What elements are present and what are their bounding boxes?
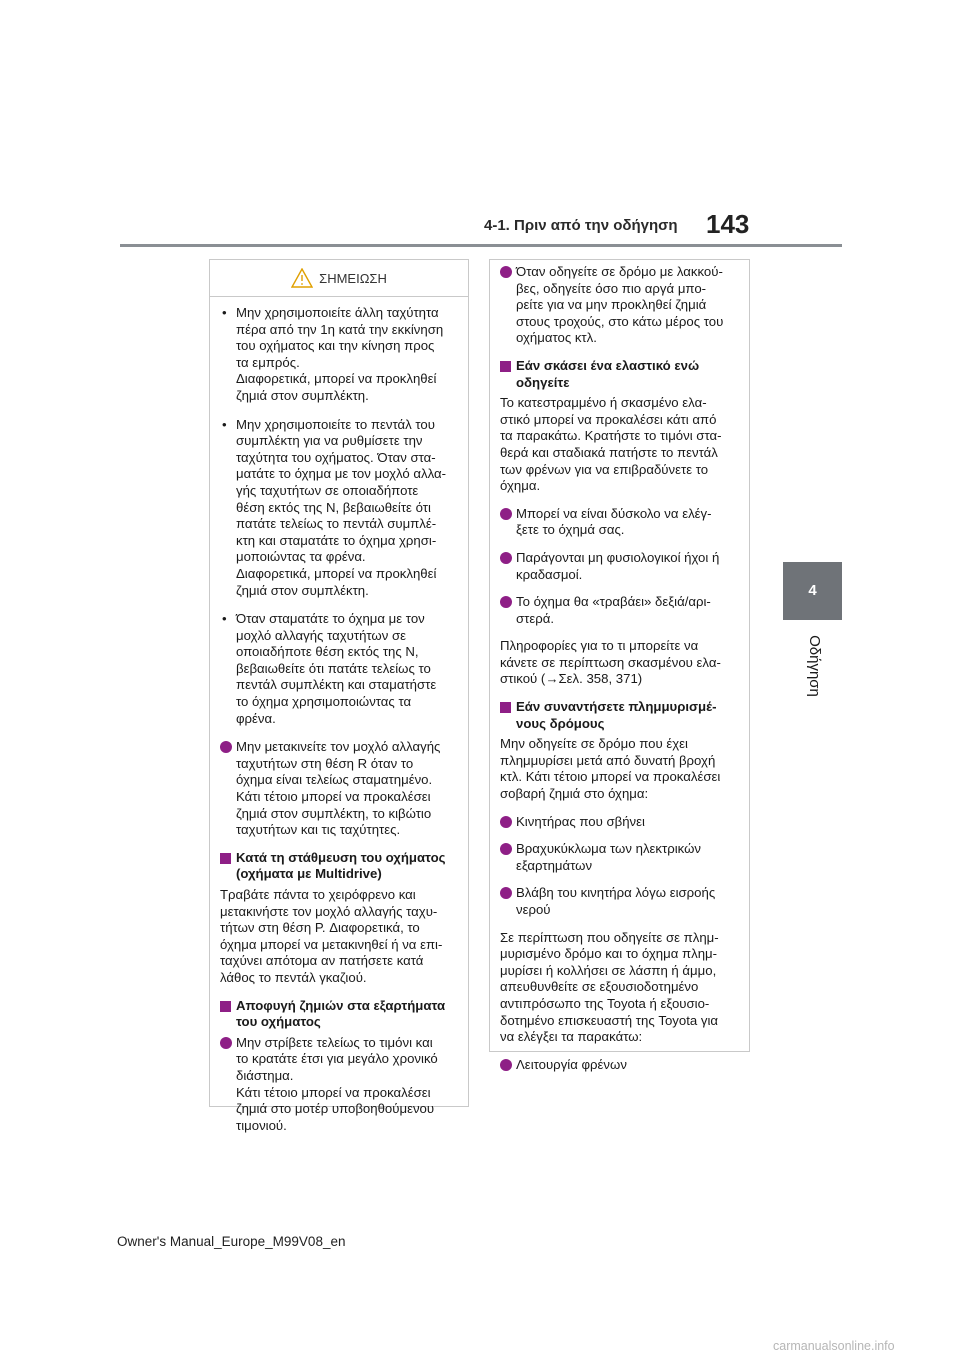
circle-item xyxy=(500,550,739,583)
text-line: Μην χρησιμοποιείτε το πεντάλ του xyxy=(236,416,435,432)
watermark: carmanualsonline.info xyxy=(773,1339,895,1353)
warning-triangle-icon xyxy=(291,268,313,288)
text-line: Διαφορετικά, μπορεί να προκληθεί xyxy=(236,565,437,581)
circle-item xyxy=(220,1035,458,1135)
text-line: Μην χρησιμοποιείτε άλλη ταχύτητα xyxy=(236,305,439,320)
text-line: μοχλό αλλαγής ταχυτήτων σε xyxy=(236,627,406,643)
text-line: θερά και σταδιακά πατήστε το πεντάλ xyxy=(500,444,718,460)
text-line: (οχήματα με Multidrive) xyxy=(236,866,382,882)
text-line: εξαρτημάτων xyxy=(516,857,593,873)
header-rule xyxy=(120,244,842,247)
text-line: πλημμυρίσει μετά από δυνατή βροχή xyxy=(500,752,716,768)
text-line: τιμονιού. xyxy=(236,1117,287,1133)
bullet-circle-icon xyxy=(500,508,512,520)
text-line: το κρατάτε έτσι για μεγάλο χρονικό xyxy=(236,1051,438,1067)
circle-item xyxy=(500,1057,739,1074)
circle-item xyxy=(500,885,739,918)
text-line: κτη και σταματάτε το όχημα χρησι- xyxy=(236,532,437,548)
text-line: σοβαρή ζημιά στο όχημα: xyxy=(500,786,649,802)
text-line: μυρίσει ή κολλήσει σε λάσπη ή άμμο, xyxy=(500,962,717,978)
text-line: του οχήματος και την κίνηση προς xyxy=(236,338,435,354)
text-line: οποιαδήποτε θέση εκτός της N, xyxy=(236,644,419,660)
text-line: Όταν οδηγείτε σε δρόμο με λακκού- xyxy=(516,264,723,279)
bullet-circle-icon xyxy=(500,1059,512,1071)
paragraph xyxy=(500,638,739,688)
text-line: όχημα. xyxy=(500,478,541,494)
text-line: ταχυτήτων στη θέση R όταν το xyxy=(236,755,414,771)
text-line: του οχήματος xyxy=(236,1014,321,1030)
text-line: οχήματος κτλ. xyxy=(516,330,597,346)
text-line: ζημιά στον συμπλέκτη, το κιβώτιο xyxy=(236,805,432,821)
text-line: ξετε το όχημά σας. xyxy=(516,522,625,538)
text-line: στικό μπορεί να προκαλέσει κάτι από xyxy=(500,411,717,427)
text-line: Εάν συναντήσετε πλημμυρισμέ- xyxy=(516,699,717,715)
text-line: Παράγονται μη φυσιολογικοί ήχοι ή xyxy=(516,549,720,565)
text-line: μετακινήστε τον μοχλό αλλαγής ταχυ- xyxy=(220,903,438,919)
bullet-circle-icon xyxy=(500,887,512,899)
text-line: Κάτι τέτοιο μπορεί να προκαλέσει xyxy=(236,789,431,805)
text-line: συμπλέκτη για να ρυθμίσετε την xyxy=(236,433,423,449)
text-line: ταχυτήτων και τις ταχύτητες. xyxy=(236,822,401,838)
text-line: πατάτε τελείως το πεντάλ συμπλέ- xyxy=(236,516,437,532)
text-line: Όταν σταματάτε το όχημα με τον xyxy=(236,611,425,627)
subheading xyxy=(220,850,458,883)
square-marker-icon xyxy=(220,1001,231,1012)
text-line: τήτων στη θέση P. Διαφορετικά, το xyxy=(220,920,420,936)
text-line: κάνετε σε περίπτωση σκασμένου ελα- xyxy=(500,654,721,670)
text-line: Μην οδηγείτε σε δρόμο που έχει xyxy=(500,736,688,752)
chapter-label: Οδήγηση xyxy=(806,635,823,697)
text-line: πέρα από την 1η κατά την εκκίνηση xyxy=(236,321,444,337)
circle-item xyxy=(500,841,739,874)
text-line: φρένα. xyxy=(236,710,276,726)
paragraph xyxy=(500,395,739,495)
text-line: Κατά τη στάθμευση του οχήματος xyxy=(236,849,446,865)
bullet-circle-icon xyxy=(220,741,232,753)
text-line: λάθος το πεντάλ γκαζιού. xyxy=(220,969,367,985)
square-marker-icon xyxy=(220,853,231,864)
subheading xyxy=(220,998,458,1031)
circle-item xyxy=(500,506,739,539)
square-marker-icon xyxy=(500,361,511,372)
text-line: στους τροχούς, στο κάτω μέρος του xyxy=(516,313,724,329)
bullet-circle-icon xyxy=(500,552,512,564)
text-line: Εάν σκάσει ένα ελαστικό ενώ xyxy=(516,357,700,373)
text-line: μυρισμένο δρόμο και το όχημα πλημ- xyxy=(500,946,718,962)
text-line: πεντάλ συμπλέκτη και σταματήστε xyxy=(236,677,437,693)
note-header xyxy=(210,260,468,297)
text-line: αντιπρόσωπο της Toyota ή εξουσιο- xyxy=(500,995,710,1011)
text-line: γής ταχυτήτων σε οποιαδήποτε xyxy=(236,482,419,498)
text-line: Το όχημα θα «τραβάει» δεξιά/αρι- xyxy=(516,594,711,610)
text-line: νερού xyxy=(516,902,551,917)
text-line: Κινητήρας που σβήνει xyxy=(516,813,645,829)
text-line: όχημα είναι τελείως σταματημένο. xyxy=(236,772,433,788)
text-line: νους δρόμους xyxy=(516,715,605,731)
text-line: ζημιά στο μοτέρ υποβοηθούμενου xyxy=(236,1101,435,1117)
text-line: Αποφυγή ζημιών στα εξαρτήματα xyxy=(236,997,446,1013)
text-line: Βλάβη του κινητήρα λόγω εισροής xyxy=(516,885,716,901)
text-line: βεβαιωθείτε ότι πατάτε τελείως το xyxy=(236,660,431,676)
bullet-circle-icon xyxy=(500,596,512,608)
paragraph xyxy=(220,887,458,987)
text-line: Λειτουργία φρένων xyxy=(516,1056,627,1072)
text-line: απευθυνθείτε σε εξουσιοδοτημένο xyxy=(500,979,699,995)
text-line: το όχημα χρησιμοποιώντας τα xyxy=(236,694,412,710)
text-line: ρείτε για να μην προκληθεί ζημιά xyxy=(516,297,707,313)
page-number: 143 xyxy=(706,209,750,239)
continued-note-box xyxy=(489,259,750,1072)
text-line: ζημιά στον συμπλέκτη. xyxy=(236,387,369,403)
text-line: ζημιά στον συμπλέκτη. xyxy=(236,582,369,598)
paragraph xyxy=(500,736,739,802)
text-line: όχημα μπορεί να μετακινηθεί ή να επι- xyxy=(220,936,443,952)
note-bullet: • Μην χρησιμοποιείτε άλλη ταχύτητα πέρα από την 1η κατά την εκκίνηση του οχήματος και την κίνηση προς τα εμπρός. Διαφορετικά, μπορεί να προκληθεί ζημιά στον συμπλέκτη. xyxy=(220,305,458,405)
bullet-circle-icon xyxy=(220,1037,232,1049)
bullet-circle-icon xyxy=(500,816,512,828)
text-line: βες, οδηγείτε όσο πιο αργά μπο- xyxy=(516,280,707,296)
text-line: Κάτι τέτοιο μπορεί να προκαλέσει xyxy=(236,1084,431,1100)
text-line: θέση εκτός της N, βεβαιωθείτε ότι xyxy=(236,499,431,515)
chapter-tab: 4 xyxy=(783,562,842,620)
subheading xyxy=(500,358,739,391)
text-line: μοποιώντας τα φρένα. xyxy=(236,549,366,565)
text-line: ταχύνει απότομα αν πατήσετε κατά xyxy=(220,953,424,969)
circle-item xyxy=(500,814,739,831)
footer-text: Owner's Manual_Europe_M99V08_en xyxy=(117,1234,346,1249)
square-marker-icon xyxy=(500,702,511,713)
subheading xyxy=(500,699,739,732)
text-line: Πληροφορίες για το τι μπορείτε να xyxy=(500,638,699,654)
left-column xyxy=(210,297,468,1134)
note-bullet: • Όταν σταματάτε το όχημα με τον μοχλό αλλαγής ταχυτήτων σε οποιαδήποτε θέση εκτός της N, βεβαιωθείτε ότι πατάτε τελείως το πεντάλ συμπλέκτη και σταματήστε το όχημα χρησιμοποιώντας τα φρένα. xyxy=(220,611,458,727)
bullet-circle-icon xyxy=(500,843,512,855)
text-line: τα εμπρός. xyxy=(236,354,300,370)
text-line: διάστημα. xyxy=(236,1067,294,1083)
bullet-circle-icon xyxy=(500,266,512,278)
note-box xyxy=(209,259,469,1133)
text-line: Μην μετακινείτε τον μοχλό αλλαγής xyxy=(236,739,441,755)
text-line: Μην στρίβετε τελείως το τιμόνι και xyxy=(236,1034,433,1050)
paragraph xyxy=(500,930,739,1046)
section-title: 4-1. Πριν από την οδήγηση xyxy=(484,217,678,234)
circle-item xyxy=(220,739,458,839)
note-bullet: • Μην χρησιμοποιείτε το πεντάλ του συμπλέκτη για να ρυθμίσετε την ταχύτητα του οχήματος. Όταν στα- ματάτε το όχημα με τον μοχλό αλλα- γής ταχυτήτων σε οποιαδήποτε θέση εκτός της N, βεβαιωθείτε ότι πατάτε τελείως το πεντάλ συμπλέ- κτη και σταματάτε το όχημα χρησι- μοποιώντας τα φρένα. Διαφορετικά, μπορεί να προκληθεί ζημιά στον συμπλέκτη. xyxy=(220,417,458,600)
text-line: δοτημένο επισκευαστή της Toyota για xyxy=(500,1012,719,1028)
text-line: Μπορεί να είναι δύσκολο να ελέγ- xyxy=(516,505,712,521)
note-heading: ΣΗΜΕΙΩΣΗ xyxy=(319,270,387,286)
text-line: Σε περίπτωση που οδηγείτε σε πλημ- xyxy=(500,929,719,945)
text-line: κτλ. Κάτι τέτοιο μπορεί να προκαλέσει xyxy=(500,769,721,785)
text-line: στικού (→Σελ. 358, 371) xyxy=(500,671,643,687)
text-line: ματάτε το όχημα με τον μοχλό αλλα- xyxy=(236,466,447,482)
circle-item xyxy=(500,594,739,627)
text-line: τα παρακάτω. Κρατήστε το τιμόνι στα- xyxy=(500,428,722,444)
right-column xyxy=(490,260,749,1073)
text-line: να ελέγξει τα παρακάτω: xyxy=(500,1029,643,1045)
text-line: ταχύτητα του οχήματος. Όταν στα- xyxy=(236,449,436,465)
circle-item xyxy=(500,264,739,347)
text-line: κραδασμοί. xyxy=(516,566,583,582)
text-line: στερά. xyxy=(516,610,555,626)
text-line: των φρένων για να επιβραδύνετε το xyxy=(500,461,709,477)
text-line: Βραχυκύκλωμα των ηλεκτρικών xyxy=(516,841,701,857)
text-line: Διαφορετικά, μπορεί να προκληθεί xyxy=(236,371,437,387)
text-line: Τραβάτε πάντα το χειρόφρενο και xyxy=(220,887,416,902)
text-line: οδηγείτε xyxy=(516,374,570,390)
text-line: Το κατεστραμμένο ή σκασμένο ελα- xyxy=(500,395,707,411)
